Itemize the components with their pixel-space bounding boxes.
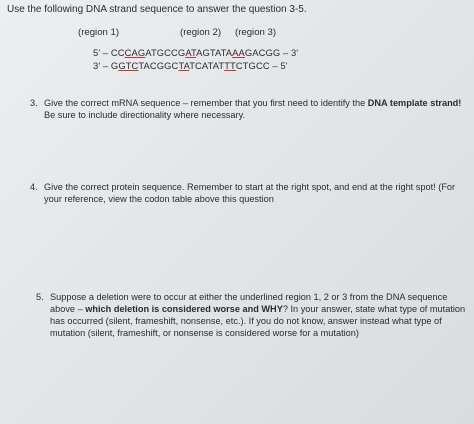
strand2-prefix: 3' – G <box>93 60 119 71</box>
question-text-part: ? In your answer, state what type of mutation has occurred (silent, frameshift, nonsense, etc.). If you do not know, answer instead what type of mutation (silent, frameshift, or nonsense is considered worse for a mutation) <box>50 304 466 338</box>
strand2-mid-1: TACGGC <box>138 60 179 71</box>
region-1-label: (region 1) <box>78 27 120 38</box>
dna-template-strand <box>93 60 288 72</box>
question-text-bold: which deletion is considered worse and WHY <box>85 304 283 314</box>
question-text-part: Suppose a deletion were to occur at either the underlined region 1, 2 or 3 from the DNA sequence above – <box>50 292 448 314</box>
strand1-prefix: 5' – CC <box>93 47 125 58</box>
question-text-bold: DNA template strand! <box>367 98 462 108</box>
question-number: 4. <box>30 182 38 192</box>
region-3-label: (region 3) <box>235 27 277 38</box>
region-2-label: (region 2) <box>180 27 222 38</box>
strand2-region-3: TT <box>224 60 236 71</box>
question-text-part: Give the correct mRNA sequence – remember that you first need to identify the <box>44 98 368 108</box>
instructions-heading: Use the following DNA strand sequence to answer the question 3-5. <box>7 4 307 15</box>
question-text: Give the correct protein sequence. Remember to start at the right spot, and end at the right spot! (For your reference, view the codon table above this question <box>44 182 456 204</box>
question-text <box>50 291 466 339</box>
question-text-part: Be sure to include directionality where necessary. <box>44 110 246 120</box>
strand2-region-1: GTC <box>118 60 139 71</box>
strand2-mid-2: TCATAT <box>189 60 225 71</box>
dna-coding-strand <box>93 47 298 59</box>
strand1-suffix: GACGG – 3' <box>244 47 299 58</box>
question-text <box>44 97 464 121</box>
strand1-region-1: CAG <box>124 47 146 58</box>
strand1-region-2: AT <box>185 47 197 58</box>
question-number: 3. <box>30 98 38 108</box>
question-number: 5. <box>36 292 44 302</box>
strand2-region-2: TA <box>178 60 190 71</box>
strand1-mid-1: ATGCCG <box>145 47 186 58</box>
strand2-suffix: CTGCC – 5' <box>235 60 288 71</box>
strand1-region-3: AA <box>232 47 245 58</box>
strand1-mid-2: AGTATA <box>196 47 233 58</box>
